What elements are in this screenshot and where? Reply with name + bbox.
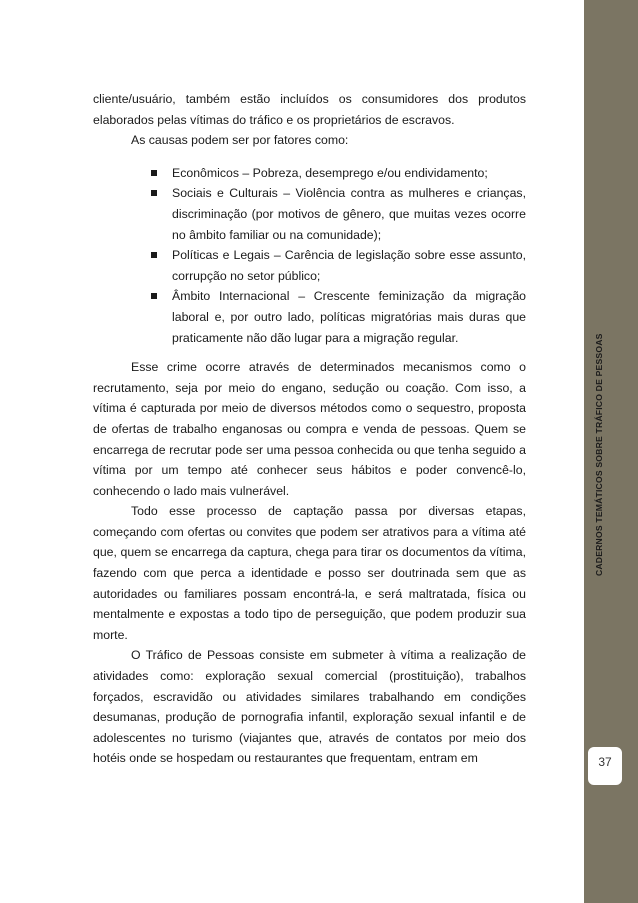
list-item-text: Políticas e Legais – Carência de legislação sobre esse assunto, corrupção no setor público; [172, 248, 526, 283]
square-bullet-icon [151, 190, 157, 196]
list-item [172, 286, 526, 348]
paragraph-2: As causas podem ser por fatores como: [131, 133, 349, 148]
square-bullet-icon [151, 293, 157, 299]
paragraph-4: Todo esse processo de captação passa por diversas etapas, começando com ofertas ou convites que podem ser atrativos para a vítima até que, quem se encarrega da captura, chega para tirar os documentos da vítima, fazendo com que perca a identidade e posso ser doutrinada sem que as autoridades ou familiares possam encontrá-la, e será maltratada, física ou mentalmente e expostas a todo tipo de perseguição, que podem produzir sua morte. [93, 504, 526, 642]
list-item-text: Âmbito Internacional – Crescente feminização da migração laboral e, por outro lado, políticas migratórias mais duras que praticamente não dão lugar para a migração regular. [172, 289, 526, 345]
paragraph-1: cliente/usuário, também estão incluídos os consumidores dos produtos elaborados pelas vítimas do tráfico e os proprietários de escravos. [93, 92, 526, 127]
paragraph-3: Esse crime ocorre através de determinados mecanismos como o recrutamento, seja por meio do engano, sedução ou coação. Com isso, a vítima é capturada por meio de diversos métodos como o sequestro, proposta de ofertas de trabalho enganosas ou compra e venda de pessoas. Quem se encarrega de recrutar pode ser uma pessoa conhecida ou que tenha seguido a vítima por um tempo até conhecer seus hábitos e poder convencê-lo, conhecendo o lado mais vulnerável. [93, 360, 526, 498]
list-item [172, 163, 526, 184]
square-bullet-icon [151, 252, 157, 258]
body-text [93, 89, 526, 769]
list-item [172, 245, 526, 286]
square-bullet-icon [151, 170, 157, 176]
page-number: 37 [598, 755, 612, 769]
sidebar-title: CADERNOS TEMÁTICOS SOBRE TRÁFICO DE PESSOAS [594, 333, 604, 576]
list-item-text: Sociais e Culturais – Violência contra as mulheres e crianças, discriminação (por motivos de gênero, que muitas vezes ocorre no âmbito familiar ou na comunidade); [172, 186, 526, 242]
list-item-text: Econômicos – Pobreza, desemprego e/ou endividamento; [172, 165, 488, 180]
paragraph-5: O Tráfico de Pessoas consiste em submeter à vítima a realização de atividades como: exploração sexual comercial (prostituição), trabalhos forçados, escravidão ou atividades similares trabalhando em condições desumanas, produção de pornografia infantil, exploração sexual infantil e de adolescentes no turismo (viajantes que, através de contatos por meio dos hotéis onde se hospedam ou restaurantes que frequentam, entram em [93, 648, 526, 766]
causes-list [93, 163, 526, 348]
list-item [172, 183, 526, 245]
